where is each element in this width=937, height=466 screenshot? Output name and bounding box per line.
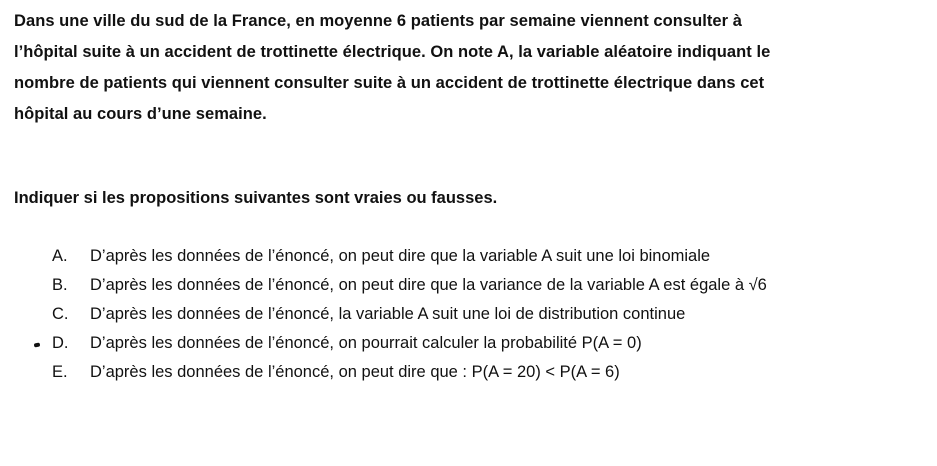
statement-line: hôpital au cours d’une semaine. — [14, 105, 267, 123]
option-letter: D. — [52, 334, 69, 352]
option-text: D’après les données de l’énoncé, on peut dire que : P(A = 20) < P(A = 6) — [90, 363, 620, 381]
option-b — [52, 273, 932, 302]
option-letter: E. — [52, 363, 68, 381]
option-text: D’après les données de l’énoncé, on pourrait calculer la probabilité P(A = 0) — [90, 334, 642, 352]
option-text: D’après les données de l’énoncé, on peut dire que la variance de la variable A est égale à √6 — [90, 276, 767, 294]
option-letter: B. — [52, 276, 68, 294]
option-letter: A. — [52, 247, 68, 265]
problem-statement — [14, 6, 929, 130]
option-c — [52, 302, 932, 331]
instruction: Indiquer si les propositions suivantes sont vraies ou fausses. — [14, 189, 498, 207]
option-text: D’après les données de l’énoncé, on peut dire que la variable A suit une loi binomiale — [90, 247, 711, 265]
option-e — [52, 360, 932, 389]
pen-mark — [34, 342, 41, 347]
options-list — [52, 244, 932, 389]
option-text: D’après les données de l’énoncé, la variable A suit une loi de distribution continue — [90, 305, 686, 323]
option-a — [52, 244, 932, 273]
option-letter: C. — [52, 305, 69, 323]
statement-line: l’hôpital suite à un accident de trottinette électrique. On note A, la variable aléatoire indiquant le — [14, 43, 771, 61]
option-d — [52, 331, 932, 360]
statement-line: nombre de patients qui viennent consulter suite à un accident de trottinette électrique dans cet — [14, 74, 765, 92]
statement-line: Dans une ville du sud de la France, en moyenne 6 patients par semaine viennent consulter à — [14, 12, 742, 30]
